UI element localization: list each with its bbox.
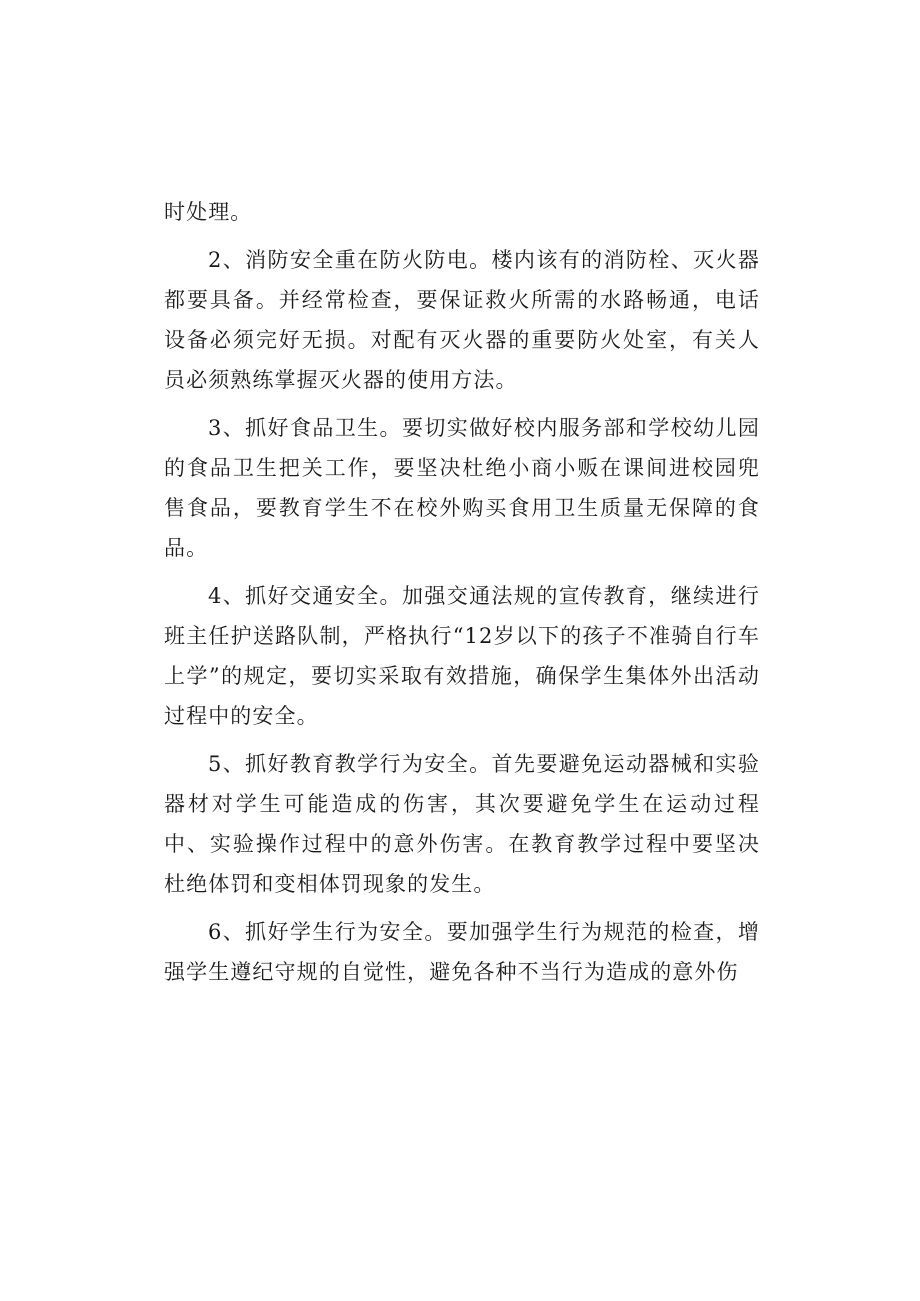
paragraph-continuation: 时处理。 (164, 200, 253, 224)
document-body (164, 192, 760, 992)
paragraph-traffic-safety: 4、抓好交通安全。加强交通法规的宣传教育，继续进行班主任护送路队制，严格执行“12岁以下的孩子不准骑自行车上学”的规定，要切实采取有效措施，确保学生集体外出活动过程中的安全。 (164, 584, 760, 728)
paragraph-fire-safety: 2、消防安全重在防火防电。楼内该有的消防栓、灭火器都要具备。并经常检查，要保证救火所需的水路畅通，电话设备必须完好无损。对配有灭火器的重要防火处室，有关人员必须熟练掌握灭火器的使用方法。 (164, 248, 760, 392)
paragraph-food-hygiene: 3、抓好食品卫生。要切实做好校内服务部和学校幼儿园的食品卫生把关工作，要坚决杜绝小商小贩在课间进校园兜售食品，要教育学生不在校外购买食用卫生质量无保障的食品。 (164, 416, 760, 560)
paragraph-teaching-safety: 5、抓好教育教学行为安全。首先要避免运动器械和实验器材对学生可能造成的伤害，其次要避免学生在运动过程中、实验操作过程中的意外伤害。在教育教学过程中要坚决杜绝体罚和变相体罚现象的发生。 (164, 752, 760, 896)
paragraph-student-behavior: 6、抓好学生行为安全。要加强学生行为规范的检查，增强学生遵纪守规的自觉性，避免各种不当行为造成的意外伤 (164, 920, 760, 984)
